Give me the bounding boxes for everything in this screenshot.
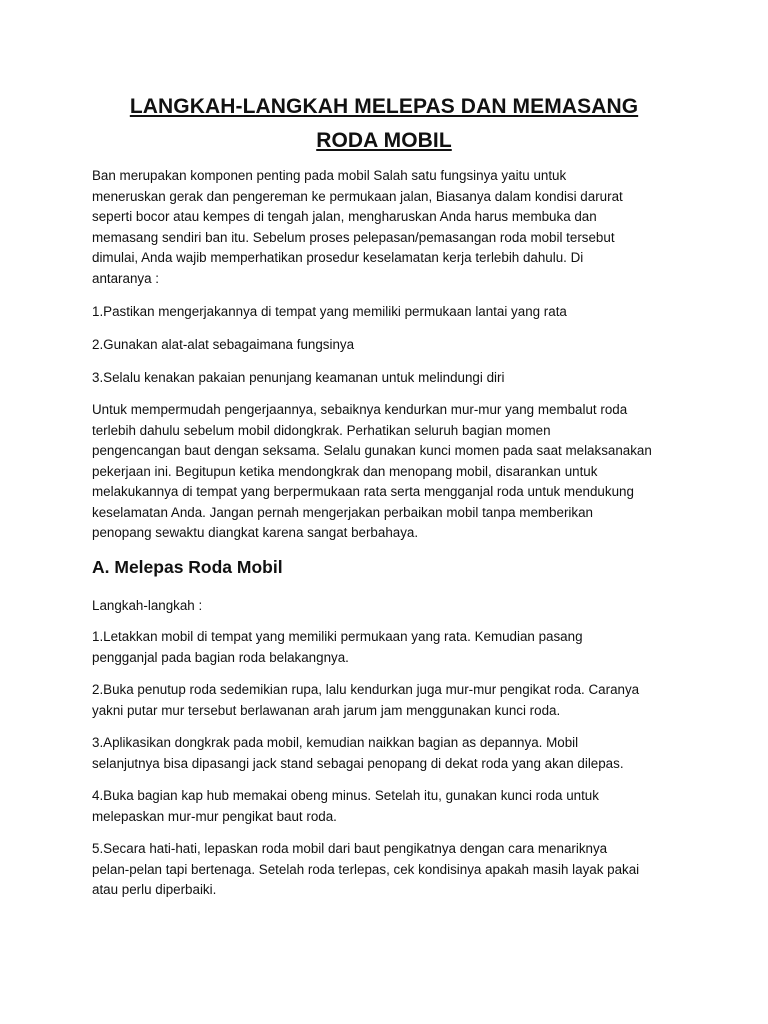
- step-item-2: [92, 680, 639, 721]
- text-line: dimulai, Anda wajib memperhatikan prosedur keselamatan kerja terlebih dahulu. Di: [92, 250, 584, 265]
- text-line: pelan-pelan tapi bertenaga. Setelah roda terlepas, cek kondisinya apakah masih layak pakai: [92, 861, 640, 877]
- text-line: terlebih dahulu sebelum mobil didongkrak. Perhatikan seluruh bagian momen: [92, 422, 551, 438]
- body-paragraph: [92, 400, 682, 544]
- text-line: antaranya :: [92, 270, 159, 286]
- text-line: Untuk mempermudah pengerjaannya, sebaiknya kendurkan mur-mur yang membalut roda: [92, 402, 628, 417]
- text-line: keselamatan Anda. Jangan pernah mengerjakan perbaikan mobil tanpa memberikan: [92, 504, 593, 520]
- intro-paragraph: [92, 166, 682, 289]
- title-line-2: RODA MOBIL: [316, 129, 452, 152]
- text-line: Ban merupakan komponen penting pada mobil Salah satu fungsinya yaitu untuk: [92, 168, 567, 183]
- step-item-3: [92, 733, 624, 774]
- text-line: 5.Secara hati-hati, lepaskan roda mobil dari baut pengikatnya dengan cara menariknya: [92, 841, 608, 856]
- safety-item-1: 1.Pastikan mengerjakannya di tempat yang memiliki permukaan lantai yang rata: [92, 304, 567, 319]
- text-line: selanjutnya bisa dipasangi jack stand sebagai penopang di dekat roda yang akan dilepas.: [92, 755, 624, 771]
- step-item-1: [92, 627, 583, 668]
- page-title: [92, 90, 676, 158]
- text-line: melepaskan mur-mur pengikat baut roda.: [92, 808, 337, 824]
- text-line: seperti bocor atau kempes di tengah jalan, mengharuskan Anda harus membuka dan: [92, 209, 597, 224]
- title-line-1: LANGKAH-LANGKAH MELEPAS DAN MEMASANG: [129, 95, 639, 118]
- steps-label: Langkah-langkah :: [92, 598, 203, 613]
- section-heading: A. Melepas Roda Mobil: [92, 557, 283, 577]
- text-line: melakukannya di tempat yang berpermukaan rata serta mengganjal roda untuk mendukung: [92, 484, 634, 499]
- text-line: pekerjaan ini. Begitupun ketika mendongkrak dan menopang mobil, disarankan untuk: [92, 463, 598, 479]
- text-line: pengganjal pada bagian roda belakangnya.: [92, 649, 349, 665]
- text-line: 1.Letakkan mobil di tempat yang memiliki permukaan yang rata. Kemudian pasang: [92, 629, 583, 644]
- text-line: memasang sendiri ban itu. Sebelum proses pelepasan/pemasangan roda mobil tersebut: [92, 229, 615, 245]
- text-line: 3.Aplikasikan dongkrak pada mobil, kemudian naikkan bagian as depannya. Mobil: [92, 735, 579, 750]
- step-item-4: [92, 786, 599, 827]
- safety-item-3: 3.Selalu kenakan pakaian penunjang keamanan untuk melindungi diri: [92, 370, 505, 385]
- text-line: pengencangan baut dengan seksama. Selalu gunakan kunci momen pada saat melaksanakan: [92, 443, 652, 458]
- step-item-5: [92, 839, 639, 901]
- text-line: yakni putar mur tersebut berlawanan arah jarum jam menggunakan kunci roda.: [92, 702, 561, 718]
- safety-item-2: 2.Gunakan alat-alat sebagaimana fungsinya: [92, 337, 355, 352]
- text-line: meneruskan gerak dan pengereman ke permukaan jalan, Biasanya dalam kondisi darurat: [92, 188, 623, 204]
- text-line: atau perlu diperbaiki.: [92, 882, 217, 897]
- text-line: 4.Buka bagian kap hub memakai obeng minus. Setelah itu, gunakan kunci roda untuk: [92, 788, 599, 803]
- text-line: 2.Buka penutup roda sedemikian rupa, lalu kendurkan juga mur-mur pengikat roda. Caranya: [92, 682, 640, 697]
- text-line: penopang sewaktu diangkat karena sangat berbahaya.: [92, 525, 419, 540]
